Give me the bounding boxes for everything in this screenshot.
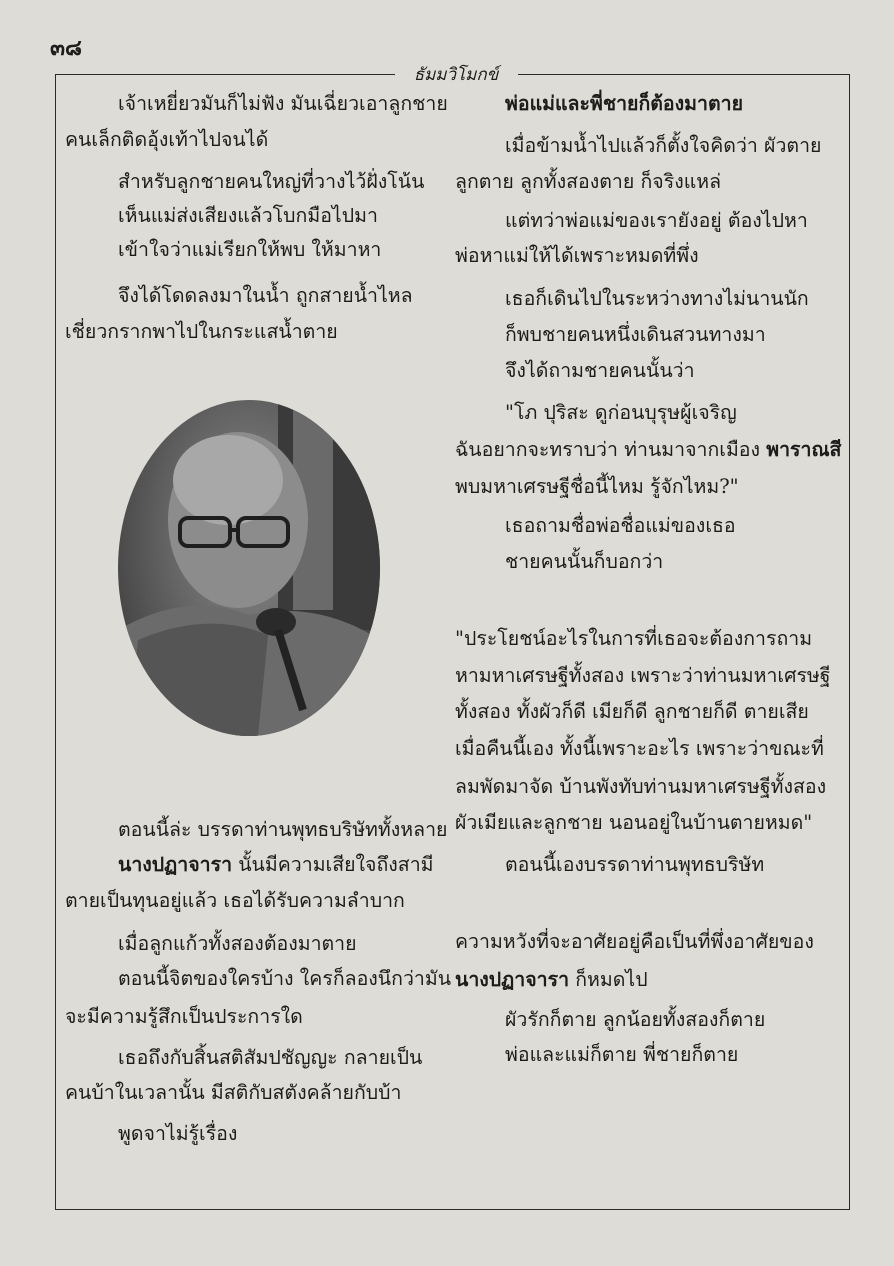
text-line xyxy=(118,170,424,194)
text-line xyxy=(505,1008,765,1032)
text-line xyxy=(65,320,338,344)
line-text: จะมีความรู้สึกเป็นประการใด xyxy=(65,1005,303,1028)
bold-name: พ่อแม่และพี่ชายก็ต้องมาตาย xyxy=(505,92,743,115)
text-line xyxy=(118,92,448,116)
line-text: หามหาเศรษฐีทั้งสอง เพราะว่าท่านมหาเศรษฐี xyxy=(455,664,831,687)
text-line xyxy=(505,323,766,347)
line-text: แต่ทว่าพ่อแม่ของเรายังอยู่ ต้องไปหา xyxy=(505,209,808,232)
line-text: ทั้งสอง ทั้งผัวก็ดี เมียก็ดี ลูกชายก็ดี ตายเสีย xyxy=(455,700,809,723)
text-line xyxy=(505,209,808,233)
line-text: ก็พบชายคนหนึ่งเดินสวนทางมา xyxy=(505,323,766,346)
line-text: นั้นมีความเสียใจถึงสามี xyxy=(232,853,434,876)
text-line xyxy=(505,134,821,158)
text-line xyxy=(118,818,447,842)
text-line xyxy=(118,1122,237,1146)
text-line xyxy=(455,244,699,268)
text-line xyxy=(65,1081,402,1105)
text-line xyxy=(455,475,739,499)
line-text: "ประโยชน์อะไรในการที่เธอจะต้องการถาม xyxy=(455,627,813,650)
line-text: เจ้าเหยี่ยวมันก็ไม่ฟัง มันเฉี่ยวเอาลูกชาย xyxy=(118,92,448,115)
text-line xyxy=(455,737,824,761)
text-line xyxy=(65,889,405,913)
text-line xyxy=(505,514,736,538)
text-line xyxy=(65,128,268,152)
line-text: ตายเป็นทุนอยู่แล้ว เธอได้รับความลำบาก xyxy=(65,889,405,912)
line-text: พูดจาไม่รู้เรื่อง xyxy=(118,1122,238,1145)
text-line xyxy=(455,627,812,651)
line-text: ตอนนี้จิตของใครบ้าง ใครก็ลองนึกว่ามัน xyxy=(118,967,452,990)
line-text: ความหวังที่จะอาศัยอยู่คือเป็นที่พึ่งอาศัยของ xyxy=(455,930,814,953)
line-text: "โภ ปุริสะ ดูก่อนบุรุษผู้เจริญ xyxy=(505,401,737,424)
text-line xyxy=(455,700,809,724)
text-line xyxy=(118,967,451,991)
text-line xyxy=(455,811,812,835)
monk-portrait-icon xyxy=(118,400,380,736)
line-text: สำหรับลูกชายคนใหญ่ที่วางไว้ฝั่งโน้น xyxy=(118,170,425,193)
text-line xyxy=(455,170,721,194)
line-text: พบมหาเศรษฐีชื่อนี้ไหม รู้จักไหม?" xyxy=(455,475,739,498)
text-line xyxy=(65,1005,303,1029)
line-text: ชายคนนั้นก็บอกว่า xyxy=(505,550,664,573)
line-text: ตอนนี้เองบรรดาท่านพุทธบริษัท xyxy=(505,853,765,876)
line-text: พ่อและแม่ก็ตาย พี่ชายก็ตาย xyxy=(505,1043,739,1066)
line-text: เธอก็เดินไปในระหว่างทางไม่นานนัก xyxy=(505,287,809,310)
text-line xyxy=(118,204,378,228)
line-text: ลูกตาย ลูกทั้งสองตาย ก็จริงแหล่ xyxy=(455,170,722,193)
text-line xyxy=(455,775,826,799)
text-line xyxy=(505,550,663,574)
bold-name: นางปฏาจารา xyxy=(455,968,570,991)
line-text: ลมพัดมาจัด บ้านพังทับท่านมหาเศรษฐีทั้งสอง xyxy=(455,775,827,798)
running-header: ธัมมวิโมกข์ xyxy=(413,65,499,85)
text-line xyxy=(118,932,357,956)
line-text: ผัวรักก็ตาย ลูกน้อยทั้งสองก็ตาย xyxy=(505,1008,766,1031)
text-line xyxy=(118,1046,422,1070)
line-text: คนเล็กติดอุ้งเท้าไปจนได้ xyxy=(65,128,269,151)
monk-portrait-photo xyxy=(118,400,380,736)
text-line xyxy=(455,664,831,688)
line-text: เชี่ยวกรากพาไปในกระแสน้ำตาย xyxy=(65,320,338,343)
text-line xyxy=(505,401,737,425)
text-line xyxy=(455,930,814,954)
bold-name: นางปฏาจารา xyxy=(118,853,233,876)
text-line xyxy=(455,968,648,992)
text-line xyxy=(118,238,381,262)
line-text: จึงได้ถามชายคนนั้นว่า xyxy=(505,359,695,382)
line-text: จึงได้โดดลงมาในน้ำ ถูกสายน้ำไหล xyxy=(118,284,413,307)
text-line xyxy=(505,92,743,116)
text-line xyxy=(505,853,764,877)
text-line xyxy=(505,287,809,311)
line-text: เธอถามชื่อพ่อชื่อแม่ของเธอ xyxy=(505,514,736,537)
line-text: ตอนนี้ล่ะ บรรดาท่านพุทธบริษัททั้งหลาย xyxy=(118,818,448,841)
text-line xyxy=(118,853,434,877)
line-text: เห็นแม่ส่งเสียงแล้วโบกมือไปมา xyxy=(118,204,378,227)
text-line xyxy=(455,438,841,462)
line-text: เข้าใจว่าแม่เรียกให้พบ ให้มาหา xyxy=(118,238,382,261)
line-text: เมื่อลูกแก้วทั้งสองต้องมาตาย xyxy=(118,932,357,955)
line-text: เมื่อข้ามน้ำไปแล้วก็ตั้งใจคิดว่า ผัวตาย xyxy=(505,134,822,157)
line-text: ก็หมดไป xyxy=(569,968,648,991)
text-line xyxy=(118,284,413,308)
line-text: ฉันอยากจะทราบว่า ท่านมาจากเมือง xyxy=(455,438,767,461)
line-text: คนบ้าในเวลานั้น มีสติกับสตังคล้ายกับบ้า xyxy=(65,1081,402,1104)
line-text: เธอถึงกับสิ้นสติสัมปชัญญะ กลายเป็น xyxy=(118,1046,423,1069)
line-text: เมื่อคืนนี้เอง ทั้งนี้เพราะอะไร เพราะว่าขณะที่ xyxy=(455,737,824,760)
line-text: พ่อหาแม่ให้ได้เพราะหมดที่พึ่ง xyxy=(455,244,699,267)
text-line xyxy=(505,1043,738,1067)
text-line xyxy=(505,359,695,383)
page-number: ๓๘ xyxy=(50,35,83,61)
line-text: ผัวเมียและลูกชาย นอนอยู่ในบ้านตายหมด" xyxy=(455,811,813,834)
bold-name: พาราณสี xyxy=(766,438,842,461)
